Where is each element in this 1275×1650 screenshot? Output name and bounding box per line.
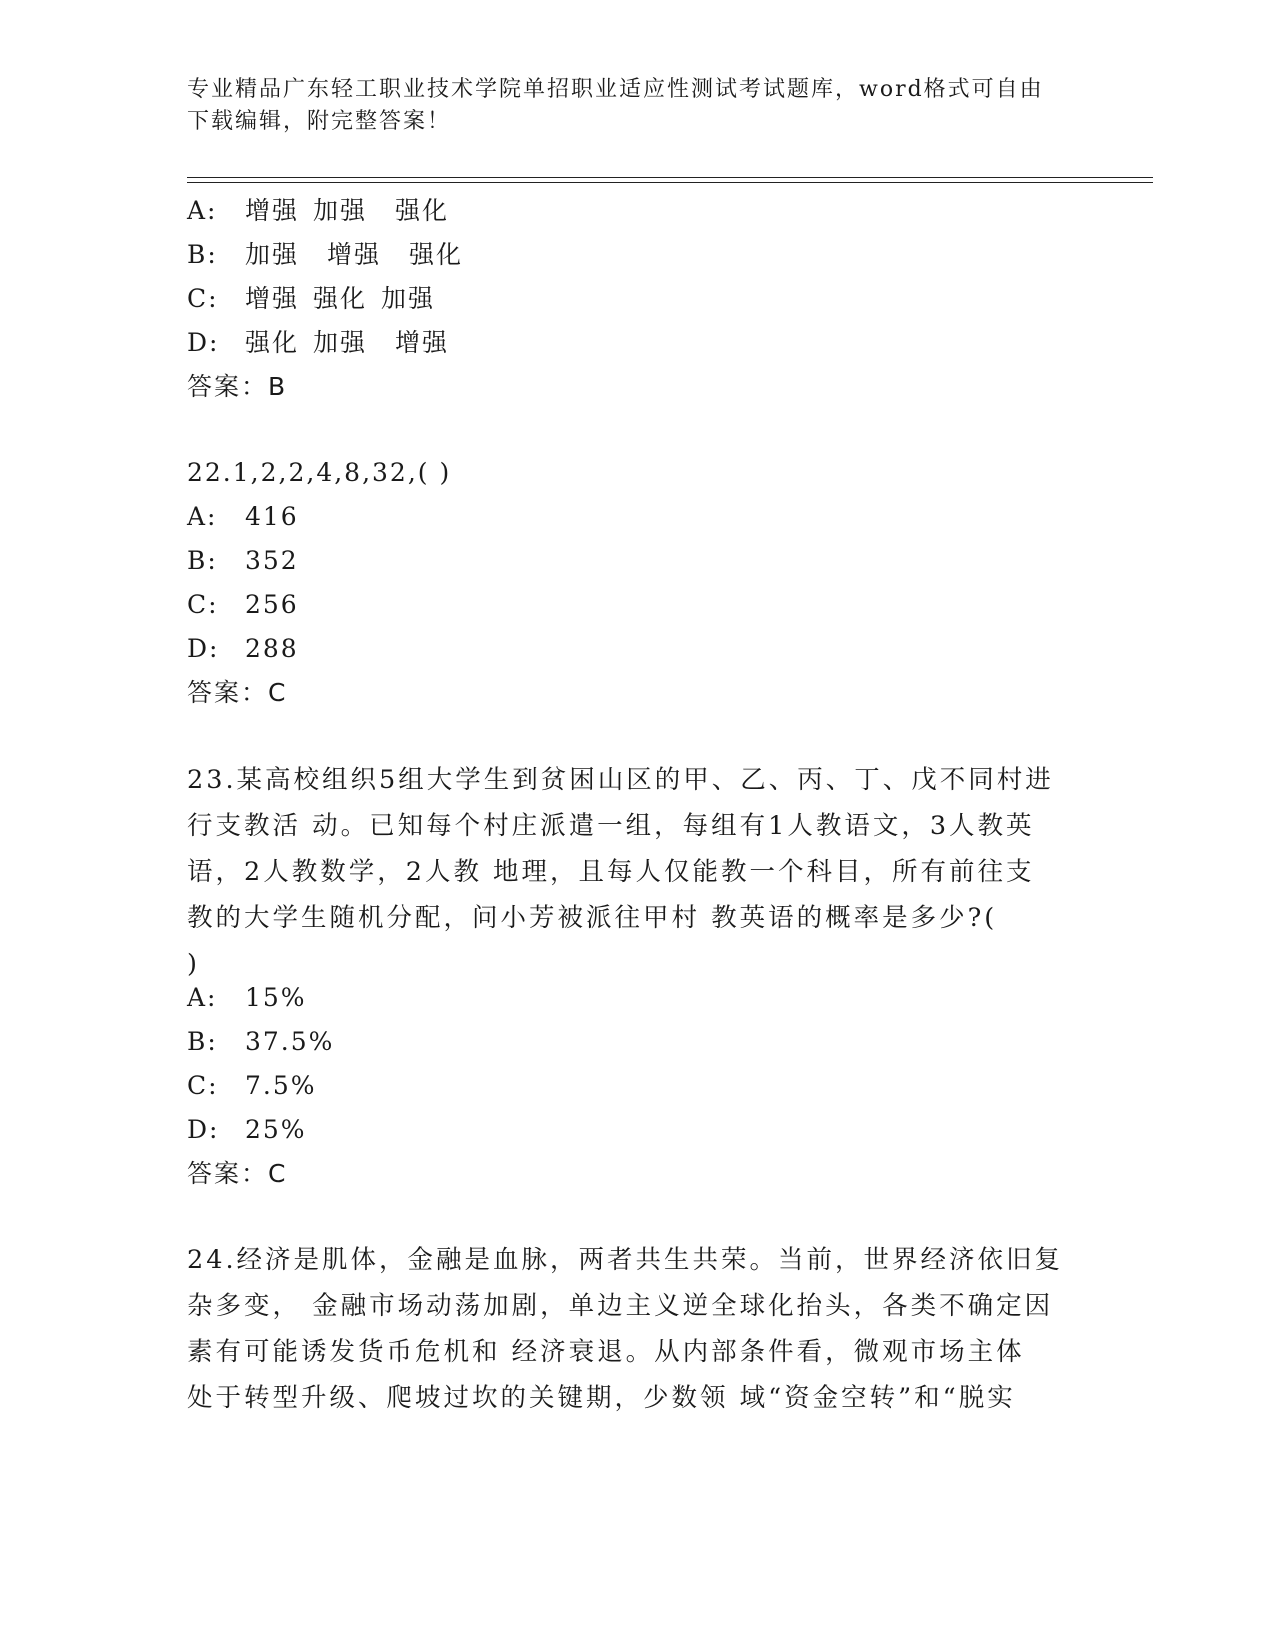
option-letter: C: (187, 284, 219, 313)
q21-option-c (187, 276, 435, 322)
option-word: 增强 (395, 328, 450, 357)
q24-stem-line: 杂多变， 金融市场动荡加剧，单边主义逆全球化抬头，各类不确定因 (187, 1291, 1054, 1321)
option-word: 强化 (313, 284, 368, 313)
option-letter: B: (187, 1027, 218, 1056)
header-line-1: 专业精品广东轻工职业技术学院单招职业适应性测试考试题库，word格式可自由 (187, 77, 1044, 102)
q23-stem-line: 教的大学生随机分配，问小芳被派往甲村 教英语的概率是多少?( (187, 903, 998, 933)
q23-option-d (187, 1107, 307, 1153)
option-text: 352 (245, 546, 299, 575)
option-letter: B: (187, 546, 218, 575)
q22-stem: 22.1,2,2,4,8,32,( ) (187, 458, 452, 487)
option-letter: D: (187, 634, 220, 663)
header-rule-bottom (187, 182, 1153, 183)
q23-answer: 答案：C (187, 1159, 288, 1188)
option-letter: D: (187, 1115, 220, 1144)
q22-option-d (187, 626, 299, 672)
option-word: 强化 (245, 328, 300, 357)
option-word: 强化 (409, 240, 464, 269)
option-text: 15% (245, 983, 307, 1012)
q23-stem-line: 语，2人教数学，2人教 地理，且每人仅能教一个科目，所有前往支 (187, 857, 1035, 887)
option-text: 25% (245, 1115, 307, 1144)
q23-stem-line: 行支教活 动。已知每个村庄派遣一组，每组有1人教语文，3人教英 (187, 811, 1035, 841)
header-rule-top (187, 177, 1153, 178)
q22-option-a (187, 494, 299, 540)
option-word: 增强 (327, 240, 382, 269)
q22-answer: 答案：C (187, 678, 288, 707)
option-text: 416 (245, 502, 299, 531)
q24-stem-line: 处于转型升级、爬坡过坎的关键期，少数领 域“资金空转”和“脱实 (187, 1383, 1016, 1413)
q23-stem-line: 23.某高校组织5组大学生到贫困山区的甲、乙、丙、丁、戊不同村进 (187, 765, 1054, 795)
option-text: 288 (245, 634, 299, 663)
q21-answer: 答案：B (187, 372, 288, 401)
option-letter: C: (187, 590, 219, 619)
q23-stem (187, 757, 1077, 987)
option-letter: C: (187, 1071, 219, 1100)
q21-option-a (187, 188, 449, 234)
q23-option-b (187, 1019, 334, 1065)
option-letter: D: (187, 328, 220, 357)
option-word: 加强 (313, 196, 368, 225)
option-word: 加强 (381, 284, 436, 313)
q21-option-b (187, 232, 463, 278)
option-word: 增强 (245, 196, 300, 225)
q23-stem-line: ) (187, 949, 200, 979)
option-word: 加强 (245, 240, 300, 269)
option-word: 强化 (395, 196, 450, 225)
q23-option-a (187, 975, 307, 1021)
q23-option-c (187, 1063, 317, 1109)
option-text: 256 (245, 590, 299, 619)
option-letter: A: (187, 196, 218, 225)
q24-stem-line: 24.经济是肌体，金融是血脉，两者共生共荣。当前，世界经济依旧复 (187, 1245, 1064, 1275)
q24-stem (187, 1237, 1077, 1421)
page-header (187, 74, 1067, 138)
option-letter: A: (187, 983, 218, 1012)
header-line-2: 下载编辑，附完整答案！ (187, 109, 452, 134)
q22-option-b (187, 538, 299, 584)
option-text: 37.5% (245, 1027, 335, 1056)
q24-stem-line: 素有可能诱发货币危机和 经济衰退。从内部条件看，微观市场主体 (187, 1337, 1025, 1367)
option-letter: B: (187, 240, 218, 269)
option-word: 增强 (245, 284, 300, 313)
option-text: 7.5% (245, 1071, 317, 1100)
option-word: 加强 (313, 328, 368, 357)
q21-option-d (187, 320, 449, 366)
q22-option-c (187, 582, 299, 628)
option-letter: A: (187, 502, 218, 531)
